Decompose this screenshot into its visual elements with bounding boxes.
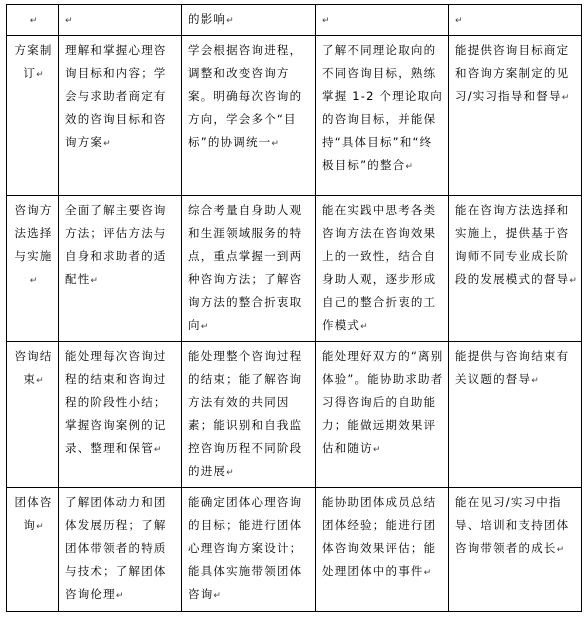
table-cell: 能处理好双方的“离别体验”。能协助求助者习得咨询后的自助能力；能做远期效果评估和随访↵ <box>316 342 449 488</box>
table-cell: ↵ <box>7 5 59 36</box>
table-cell: 全面了解主要咨询方法；评估方法与自身和求助者的适配性↵ <box>59 196 182 342</box>
table-cell: 理解和掌握心理咨询目标和内容；学会与求助者商定有效的咨询目标和咨询方案↵ <box>59 36 182 196</box>
table-row <box>7 5 582 36</box>
row-header-method: 咨询方法选择与实施↵ <box>7 196 59 342</box>
row-header-plan: 方案制订↵ <box>7 36 59 196</box>
table-cell: 能确定团体心理咨询的目标；能进行团体心理咨询方案设计；能具体实施带领团体咨询↵ <box>182 488 316 612</box>
table-cell: 学会根据咨询进程，调整和改变咨询方案。明确每次咨询的方向，学会多个“目标”的协调统一↵ <box>182 36 316 196</box>
table-cell: ↵ <box>449 5 582 36</box>
table-cell: 能处理每次咨询过程的结束和咨询过程的阶段性小结；掌握咨询案例的记录、整理和保管↵ <box>59 342 182 488</box>
table-cell: 了解团体动力和团体发展历程；了解团体带领者的特质与技术；了解团体咨询伦理↵ <box>59 488 182 612</box>
table-cell: ↵ <box>316 5 449 36</box>
table-cell: 能在见习/实习中指导、培训和支持团体咨询带领者的成长↵ <box>449 488 582 612</box>
table-row <box>7 488 582 612</box>
table-row <box>7 36 582 196</box>
table-cell: 能提供咨询目标商定和咨询方案制定的见习/实习指导和督导↵ <box>449 36 582 196</box>
row-header-ending: 咨询结束↵ <box>7 342 59 488</box>
row-header-group: 团体咨询↵ <box>7 488 59 612</box>
table-cell: ↵ <box>59 5 182 36</box>
table-cell: 能协助团体成员总结团体经验；能进行团体咨询效果评估；能处理团体中的事件↵ <box>316 488 449 612</box>
table-cell: 综合考量自身助人观和生涯领域服务的特点，重点掌握一到两种咨询方法；了解咨询方法的整合折衷取向↵ <box>182 196 316 342</box>
table-row <box>7 196 582 342</box>
table-cell: 能处理整个咨询过程的结束；能了解咨询方法有效的共同因素；能识别和自我监控咨询历程不同阶段的进展↵ <box>182 342 316 488</box>
table-cell: 能提供与咨询结束有关议题的督导↵ <box>449 342 582 488</box>
table-cell: 的影响↵ <box>182 5 316 36</box>
table-cell: 了解不同理论取向的不同咨询目标，熟练掌握 1-2 个理论取向的咨询目标，并能保持“具体目标”和“终极目标”的整合↵ <box>316 36 449 196</box>
competency-table <box>6 4 582 612</box>
table-cell: 能在实践中思考各类咨询方法在咨询效果上的一致性，结合自身助人观，逐步形成自己的整合折衷的工作模式↵ <box>316 196 449 342</box>
table-cell: 能在咨询方法选择和实施上，提供基于咨询师不同专业成长阶段的发展模式的督导↵ <box>449 196 582 342</box>
table-row <box>7 342 582 488</box>
